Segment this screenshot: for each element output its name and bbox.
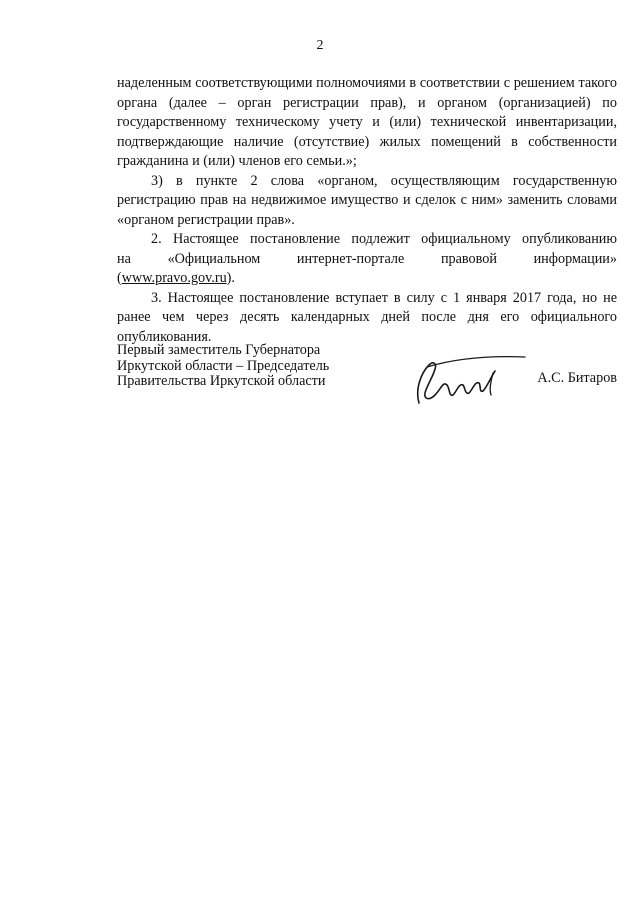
handwritten-signature — [407, 351, 527, 411]
paragraph-clause-3: 3. Настоящее постановление вступает в силу с 1 января 2017 года, но не ранее чем через десять календарных дней после дня его официального опубликования. — [117, 289, 617, 345]
document-body — [117, 74, 617, 347]
paragraph-clause-2-line-2: на «Официальном интернет-портале правовой информации» — [117, 250, 617, 267]
signer-title-line: Первый заместитель Губернатора — [117, 342, 321, 358]
paragraph-clause-2-line-3: (www.pravo.gov.ru). — [117, 270, 235, 286]
pravo-link[interactable]: www.pravo.gov.ru — [121, 270, 227, 286]
signer-title — [117, 343, 329, 390]
signer-title-line: Иркутской области – Председатель — [117, 357, 330, 374]
signer-name: А.С. Битаров — [537, 370, 617, 386]
signer-title-line: Правительства Иркутской области — [117, 373, 326, 389]
page-number: 2 — [316, 38, 324, 53]
signature-block — [117, 343, 617, 413]
paragraph-continuation: наделенным соответствующими полномочиями в соответствии с решением такого органа (далее – орган регистрации прав), и органом (организацией) по государственному техническому учету и (или) технической инвентаризации, подтверждающие наличие (отсутствие) жилых помещений в собственности гражданина и (или) членов его семьи.»; — [117, 75, 617, 169]
paragraph-item-3: 3) в пункте 2 слова «органом, осуществляющим государственную регистрацию прав на недвижимое имущество и сделок с ним» заменить словами «органом регистрации прав». — [117, 172, 617, 228]
paragraph-clause-2-line-1: 2. Настоящее постановление подлежит официальному опубликованию — [151, 231, 617, 247]
